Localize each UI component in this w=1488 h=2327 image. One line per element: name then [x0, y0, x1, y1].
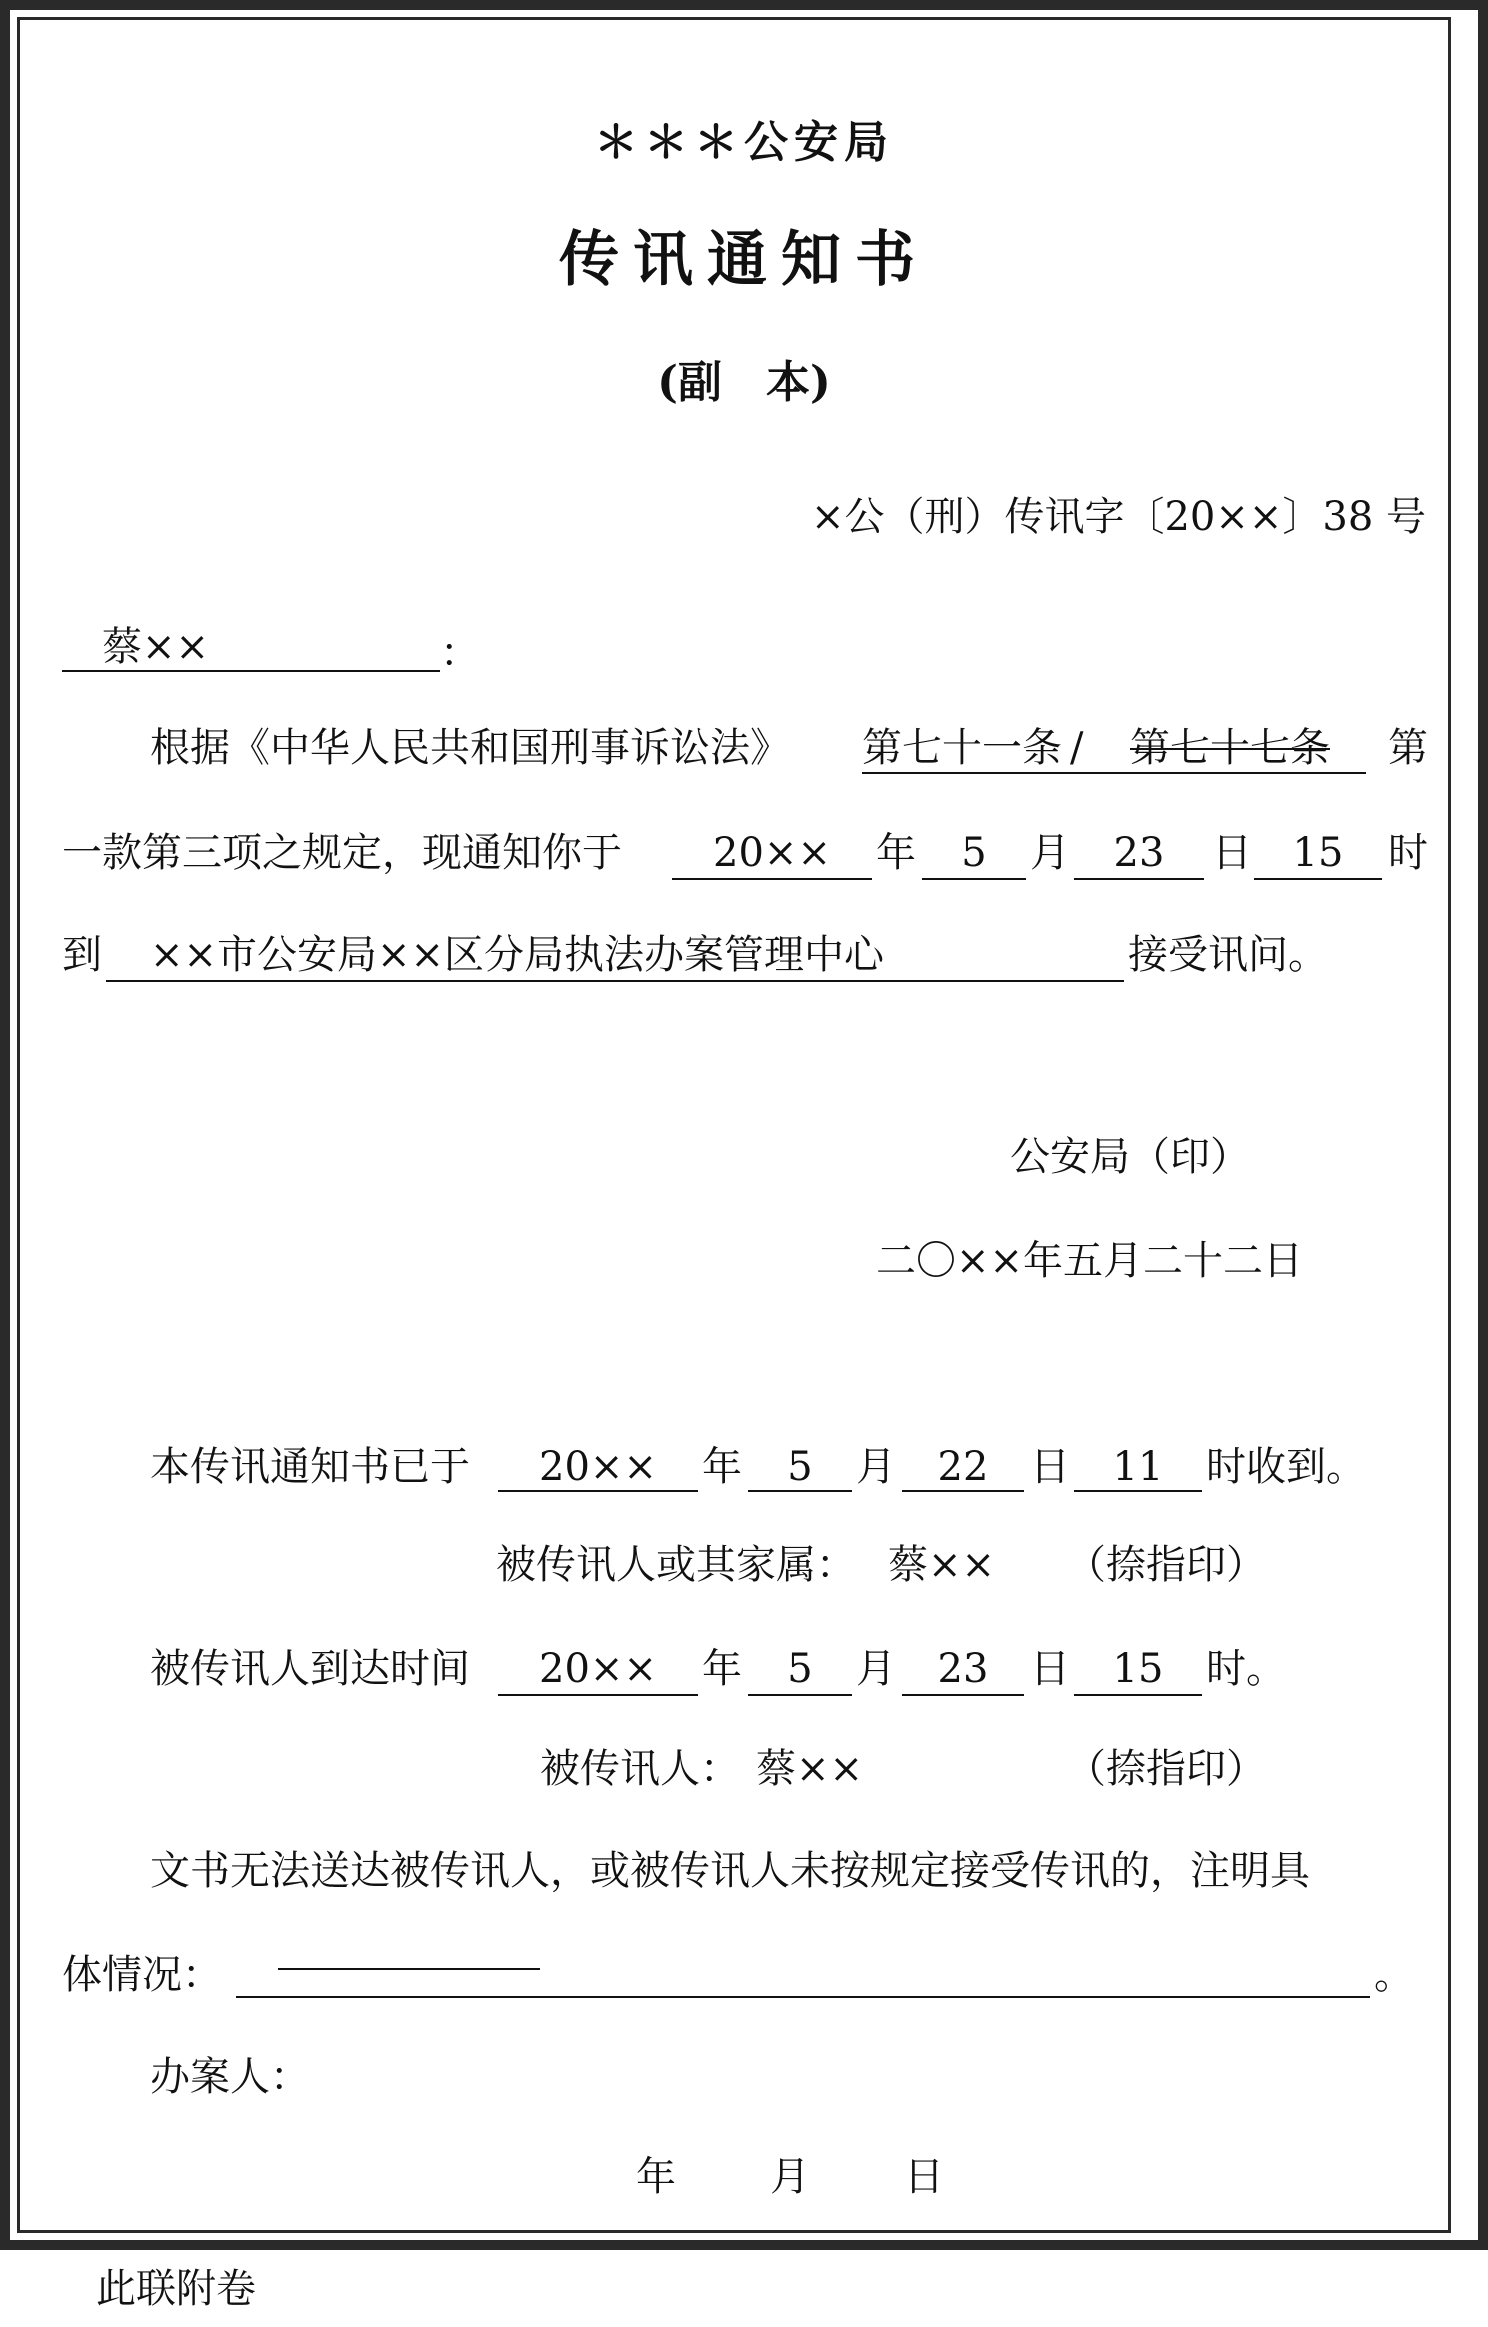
body-to: 到	[62, 932, 102, 978]
note-underline	[236, 1996, 1370, 1998]
person-fingerprint: （捺指印）	[1066, 1746, 1266, 1792]
body-line1-end: 第	[1388, 725, 1428, 771]
note-short-line	[278, 1968, 540, 1970]
handler-year: 年	[636, 2154, 676, 2200]
arrival-month: 5	[787, 1646, 813, 1692]
note-end: 。	[1374, 1952, 1414, 1998]
arrival-day: 23	[937, 1646, 989, 1692]
year-unit: 年	[876, 830, 916, 876]
day-underline	[1074, 878, 1204, 880]
inner-border	[17, 17, 1451, 2233]
arrival-label: 被传讯人到达时间	[150, 1646, 470, 1692]
person-label: 被传讯人：	[540, 1746, 740, 1792]
receipt-month-unit: 月	[856, 1444, 896, 1490]
summon-day: 23	[1113, 830, 1165, 876]
receipt-day-unit: 日	[1030, 1444, 1070, 1490]
arrival-hour: 15	[1112, 1646, 1164, 1692]
agency-name: ＊＊＊公安局	[594, 117, 894, 168]
seal-label: 公安局（印）	[1010, 1134, 1250, 1180]
article-underline	[862, 772, 1366, 774]
hour-unit: 时	[1388, 830, 1428, 876]
receipt-hour-unit: 时收到。	[1206, 1444, 1366, 1490]
receipt-day: 22	[937, 1444, 989, 1490]
receipt-month-underline	[748, 1490, 852, 1492]
handler-day: 日	[904, 2154, 944, 2200]
receipt-year-unit: 年	[702, 1444, 742, 1490]
addressee-colon: ：	[440, 630, 480, 676]
receipt-year-underline	[498, 1490, 698, 1492]
person-name: 蔡××	[756, 1746, 864, 1792]
receipt-label: 本传讯通知书已于	[150, 1444, 470, 1490]
hour-underline	[1254, 878, 1382, 880]
receipt-year: 20××	[539, 1444, 657, 1490]
arrival-year-unit: 年	[702, 1646, 742, 1692]
accept-interrogation: 接受讯问。	[1128, 932, 1328, 978]
article-struck: 第七十七条	[1130, 725, 1330, 771]
summon-hour: 15	[1292, 830, 1344, 876]
note-line1: 文书无法送达被传讯人，或被传讯人未按规定接受传讯的，注明具	[150, 1848, 1310, 1894]
year-underline	[672, 878, 872, 880]
month-unit: 月	[1030, 830, 1070, 876]
arrival-month-underline	[748, 1694, 852, 1696]
arrival-month-unit: 月	[856, 1646, 896, 1692]
arrival-hour-underline	[1074, 1694, 1202, 1696]
document-title: 传讯通知书	[559, 225, 929, 295]
arrival-day-unit: 日	[1030, 1646, 1070, 1692]
article-slash: /	[1070, 725, 1084, 771]
document-number: ×公（刑）传讯字〔20××〕38 号	[810, 494, 1426, 540]
issue-date: 二〇××年五月二十二日	[876, 1238, 1304, 1284]
arrival-year: 20××	[539, 1646, 657, 1692]
receipt-hour-underline	[1074, 1490, 1202, 1492]
summon-place: ××市公安局××区分局执法办案管理中心	[150, 932, 885, 978]
summon-year: 20××	[713, 830, 831, 876]
body-line1: 根据《中华人民共和国刑事诉讼法》	[150, 725, 790, 771]
handler-label: 办案人：	[150, 2054, 310, 2100]
arrival-year-underline	[498, 1694, 698, 1696]
footer-note: 此联附卷	[96, 2266, 256, 2312]
arrival-day-underline	[902, 1694, 1024, 1696]
receipt-day-underline	[902, 1490, 1024, 1492]
copy-label: (副 本)	[657, 357, 831, 408]
note-line2: 体情况：	[62, 1952, 222, 1998]
handler-month: 月	[770, 2154, 810, 2200]
summon-month: 5	[961, 830, 987, 876]
receipt-month: 5	[787, 1444, 813, 1490]
recipient-fingerprint: （捺指印）	[1066, 1542, 1266, 1588]
addressee-underline	[62, 670, 440, 672]
body-line2: 一款第三项之规定，现通知你于	[62, 830, 622, 876]
recipient-label: 被传讯人或其家属：	[496, 1542, 856, 1588]
receipt-hour: 11	[1112, 1444, 1164, 1490]
place-underline	[106, 980, 1124, 982]
arrival-hour-unit: 时。	[1206, 1646, 1286, 1692]
recipient-name: 蔡××	[888, 1542, 996, 1588]
day-unit: 日	[1212, 830, 1252, 876]
addressee-name: 蔡××	[102, 624, 210, 670]
article-number: 第七十一条	[862, 725, 1062, 771]
month-underline	[922, 878, 1026, 880]
